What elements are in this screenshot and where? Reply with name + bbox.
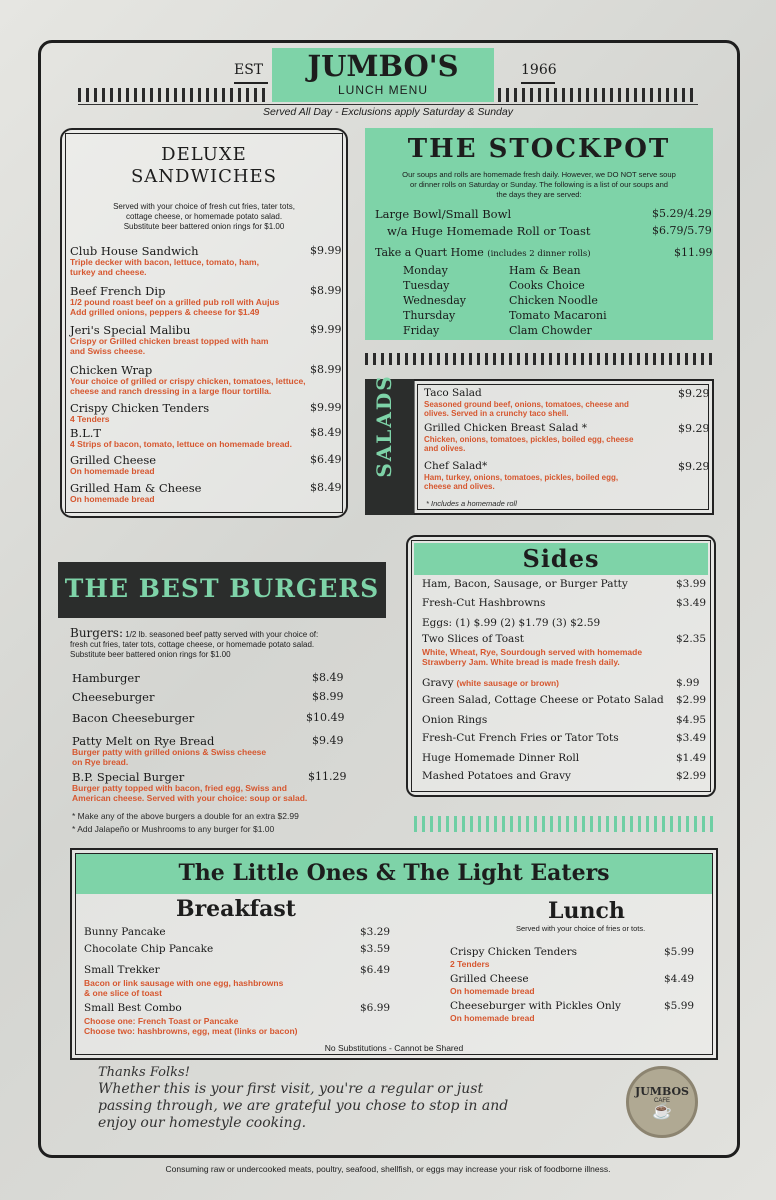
sandwich-desc: On homemade bread (70, 466, 155, 476)
side-name-text: Onion Rings (422, 714, 488, 726)
burger-name: Patty Melt on Rye Bread (72, 734, 215, 748)
lunch-name: Grilled Cheese (450, 973, 529, 985)
sandwich-desc: 4 Strips of bacon, tomato, lettuce on homemade bread. (70, 439, 292, 449)
stockpot-intro-2: or dinner rolls on Saturday or Sunday. The following is a list of our soups and (409, 180, 669, 189)
breakfast-name: Chocolate Chip Pancake (84, 943, 214, 955)
sandwich-desc: Crispy or Grilled chicken breast topped with ham (70, 336, 269, 346)
sandwich-price: $8.49 (310, 426, 342, 439)
side-name-text: Two Slices of Toast (422, 633, 524, 645)
breakfast-name: Small Best Combo (84, 1002, 182, 1014)
side-desc: White, Wheat, Rye, Sourdough served with homemade (422, 647, 643, 657)
little-ones-title: The Little Ones & The Light Eaters (178, 860, 610, 886)
lunch-price: $4.49 (664, 973, 695, 985)
header-hatch-right (498, 88, 698, 102)
side-name (422, 770, 571, 782)
burger-price: $9.49 (312, 734, 344, 747)
deluxe-intro-3: Substitute beer battered onion rings for $1.00 (123, 222, 285, 231)
sandwich-name: Jeri's Special Malibu (70, 323, 191, 337)
side-name-text: Mashed Potatoes and Gravy (422, 770, 571, 782)
stockpot-bowl: Large Bowl/Small Bowl (375, 207, 512, 221)
sandwich-price: $6.49 (310, 453, 342, 466)
burgers-intro-1: 1/2 lb. seasoned beef patty served with your choice of: (125, 630, 319, 639)
sandwich-name: Crispy Chicken Tenders (70, 401, 210, 415)
soup-day: Wednesday (403, 294, 467, 307)
burgers-lead: Burgers: (70, 626, 124, 640)
year-underline (521, 82, 555, 84)
breakfast-desc: Bacon or link sausage with one egg, hashbrowns (84, 978, 284, 988)
salad-desc: Seasoned ground beef, onions, tomatoes, cheese and (424, 400, 629, 409)
restaurant-title: JUMBO'S (307, 49, 459, 83)
side-desc: Strawberry Jam. White bread is made fresh daily. (422, 657, 620, 667)
sandwich-desc: turkey and cheese. (70, 267, 147, 277)
breakfast-price: $3.29 (360, 926, 391, 938)
salad-name: Grilled Chicken Breast Salad * (424, 422, 588, 434)
jumbos-cafe-seal (626, 1066, 698, 1138)
seal-name: JUMBOS (634, 1084, 689, 1098)
burgers-note-2: * Add Jalapeño or Mushrooms to any burger for $1.00 (72, 824, 275, 834)
salad-desc: Chicken, onions, tomatoes, pickles, boiled egg, cheese (424, 435, 634, 444)
side-price: $1.49 (676, 752, 707, 764)
salad-desc: and olives. (424, 444, 466, 453)
burgers-title: THE BEST BURGERS (64, 574, 380, 603)
burger-name: Cheeseburger (72, 690, 155, 704)
coffee-cup-icon: ☕ (652, 1102, 672, 1120)
burger-price: $8.99 (312, 690, 344, 703)
breakfast-price: $3.59 (360, 943, 391, 955)
salad-desc: olives. Served in a crunchy taco shell. (424, 409, 569, 418)
stockpot-roll: w/a Huge Homemade Roll or Toast (387, 224, 591, 238)
soup-name: Tomato Macaroni (509, 309, 607, 322)
salads-note: * Includes a homemade roll (426, 499, 517, 508)
lunch-title: Lunch (548, 898, 625, 924)
side-name-text: Huge Homemade Dinner Roll (422, 752, 580, 764)
year-label: 1966 (521, 62, 557, 78)
little-ones-title-bar (76, 854, 712, 894)
sandwich-desc: Your choice of grilled or crispy chicken, tomatoes, lettuce, (70, 376, 306, 386)
header-hatch-left (78, 88, 268, 102)
breakfast-name: Small Trekker (84, 964, 160, 976)
breakfast-title: Breakfast (176, 896, 296, 922)
burgers-intro (70, 628, 360, 660)
salad-price: $9.29 (678, 422, 710, 435)
deluxe-title-line1: DELUXE (161, 144, 247, 165)
lunch-desc: On homemade bread (450, 1013, 535, 1023)
soup-day: Monday (403, 264, 448, 277)
breakfast-name: Bunny Pancake (84, 926, 166, 938)
soup-name: Clam Chowder (509, 324, 592, 337)
lunch-note: Served with your choice of fries or tots. (516, 924, 646, 933)
stockpot-intro-1: Our soups and rolls are homemade fresh daily. However, we DO NOT serve soup (402, 170, 676, 179)
sandwich-price: $9.99 (310, 401, 342, 414)
breakfast-price: $6.99 (360, 1002, 391, 1014)
served-all-day: Served All Day - Exclusions apply Saturday & Sunday (263, 106, 513, 118)
header-rule (78, 104, 698, 105)
side-name (422, 752, 579, 764)
sandwich-name: Club House Sandwich (70, 244, 199, 258)
sandwich-name: Beef French Dip (70, 284, 166, 298)
sandwich-price: $9.99 (310, 244, 342, 257)
deluxe-intro-1: Served with your choice of fresh cut fries, tater tots, (113, 202, 295, 211)
stockpot-quart-note: (includes 2 dinner rolls) (487, 249, 591, 259)
deluxe-title (62, 144, 346, 188)
est-underline (234, 82, 268, 84)
salad-price: $9.29 (678, 460, 710, 473)
sides-box (406, 535, 716, 797)
side-price: $3.49 (676, 732, 707, 744)
breakfast-desc: & one slice of toast (84, 988, 162, 998)
sandwich-price: $9.99 (310, 323, 342, 336)
side-name (422, 617, 600, 629)
est-label: EST (234, 62, 264, 78)
salads-title: SALADS (372, 374, 396, 478)
sandwich-price: $8.99 (310, 363, 342, 376)
lunch-name: Cheeseburger with Pickles Only (450, 1000, 621, 1012)
sandwich-desc: On homemade bread (70, 494, 155, 504)
burger-desc: American cheese. Served with your choice: soup or salad. (72, 793, 308, 803)
salads-box (414, 379, 714, 515)
side-name-text: Green Salad, Cottage Cheese or Potato Salad (422, 694, 664, 706)
sandwich-name: Grilled Ham & Cheese (70, 481, 202, 495)
stockpot-bowl-price: $5.29/4.29 (652, 207, 712, 220)
side-price: $2.99 (676, 694, 707, 706)
burger-desc: Burger patty topped with bacon, fried egg, Swiss and (72, 783, 287, 793)
burger-price: $8.49 (312, 671, 344, 684)
salad-name: Chef Salad* (424, 460, 488, 472)
burger-desc: Burger patty with grilled onions & Swiss cheese (72, 747, 267, 757)
thanks-line-1: Thanks Folks! (98, 1065, 190, 1080)
salads-label-bar (365, 374, 415, 515)
stockpot-roll-price: $6.79/5.79 (652, 224, 712, 237)
side-name (422, 677, 559, 689)
no-substitutions: No Substitutions - Cannot be Shared (324, 1043, 464, 1053)
breakfast-desc: Choose two: hashbrowns, egg, meat (links or bacon) (84, 1026, 298, 1036)
sandwich-price: $8.99 (310, 284, 342, 297)
deluxe-sandwiches-box (60, 128, 348, 518)
soup-name: Ham & Bean (509, 264, 581, 277)
sandwich-price: $8.49 (310, 481, 342, 494)
header-title-box (272, 48, 494, 102)
disclaimer: Consuming raw or undercooked meats, poultry, seafood, shellfish, or eggs may increase your risk of foodborne illness. (165, 1164, 611, 1174)
stockpot-intro-3: the days they are served: (496, 190, 582, 199)
side-price: $2.35 (676, 633, 707, 645)
thanks-line-2: Whether this is your first visit, you're a regular or just (98, 1081, 484, 1097)
sandwich-name: B.L.T (70, 426, 102, 440)
side-note: (white sausage or brown) (456, 678, 560, 688)
side-name-text: Fresh-Cut French Fries or Tator Tots (422, 732, 619, 744)
side-price: $3.49 (676, 597, 707, 609)
stockpot-box (365, 128, 713, 340)
stockpot-quart (375, 246, 591, 259)
side-name-text: Gravy (422, 677, 454, 689)
soup-name: Cooks Choice (509, 279, 585, 292)
soup-day: Friday (403, 324, 440, 337)
burgers-title-bar (58, 562, 386, 618)
sandwich-desc: Triple decker with bacon, lettuce, tomato, ham, (70, 257, 259, 267)
side-name (422, 714, 487, 726)
soup-day: Tuesday (403, 279, 450, 292)
side-name (422, 694, 664, 706)
lunch-desc: On homemade bread (450, 986, 535, 996)
burger-price: $11.29 (308, 770, 347, 783)
side-name (422, 633, 524, 645)
stockpot-title: THE STOCKPOT (407, 134, 671, 164)
lunch-name: Crispy Chicken Tenders (450, 946, 578, 958)
side-price: $4.95 (676, 714, 707, 726)
sandwich-desc: cheese and ranch dressing in a large flour tortilla. (70, 386, 272, 396)
sandwich-desc: and Swiss cheese. (70, 346, 146, 356)
breakfast-desc: Choose one: French Toast or Pancake (84, 1016, 239, 1026)
menu-subtitle: LUNCH MENU (337, 83, 428, 97)
salad-desc: Ham, turkey, onions, tomatoes, pickles, boiled egg, (424, 473, 619, 482)
sandwich-desc: Add grilled onions, peppers & cheese for $1.49 (70, 307, 260, 317)
little-ones-box (70, 848, 718, 1060)
sandwich-name: Chicken Wrap (70, 363, 153, 377)
soup-day: Thursday (403, 309, 456, 322)
burger-name: Bacon Cheeseburger (72, 711, 195, 725)
side-name (422, 578, 628, 590)
seal-sub: CAFE (653, 1097, 670, 1104)
deluxe-intro-2: cottage cheese, or homemade potato salad. (125, 212, 283, 221)
burger-desc: on Rye bread. (72, 757, 129, 767)
burgers-intro-3: Substitute beer battered onion rings for $1.00 (70, 650, 231, 659)
thanks-line-4: enjoy our homestyle cooking. (98, 1115, 307, 1131)
side-name (422, 732, 619, 744)
lunch-desc: 2 Tenders (450, 959, 490, 969)
burgers-note-1: * Make any of the above burgers a double for an extra $2.99 (72, 811, 299, 821)
sandwich-desc: 1/2 pound roast beef on a grilled pub roll with Aujus (70, 297, 280, 307)
deluxe-title-line2: SANDWICHES (130, 166, 278, 187)
burger-name: Hamburger (72, 671, 140, 685)
thanks-note (98, 1064, 618, 1132)
salad-desc: cheese and olives. (424, 482, 495, 491)
stockpot-quart-price: $11.99 (674, 246, 713, 259)
stockpot-intro (365, 170, 713, 200)
side-name-text: Ham, Bacon, Sausage, or Burger Patty (422, 578, 628, 590)
side-price: $3.99 (676, 578, 707, 590)
side-name (422, 597, 545, 609)
stockpot-divider-hatch (365, 353, 713, 365)
burger-name: B.P. Special Burger (72, 770, 185, 784)
burger-price: $10.49 (306, 711, 345, 724)
sides-divider-hatch (414, 816, 714, 832)
sandwich-desc: 4 Tenders (70, 414, 110, 424)
sides-title: Sides (522, 544, 600, 573)
salad-name: Taco Salad (424, 387, 482, 399)
lunch-price: $5.99 (664, 946, 695, 958)
burgers-intro-2: fresh cut fries, tater tots, cottage cheese, or homemade potato salad. (70, 640, 315, 649)
sandwich-name: Grilled Cheese (70, 453, 157, 467)
side-name-text: Eggs: (1) $.99 (2) $1.79 (3) $2.59 (422, 617, 601, 629)
side-price: $.99 (676, 677, 700, 689)
soup-name: Chicken Noodle (509, 294, 598, 307)
salad-price: $9.29 (678, 387, 710, 400)
breakfast-price: $6.49 (360, 964, 391, 976)
deluxe-intro (62, 202, 346, 232)
lunch-price: $5.99 (664, 1000, 695, 1012)
side-name-text: Fresh-Cut Hashbrowns (422, 597, 546, 609)
side-price: $2.99 (676, 770, 707, 782)
sides-title-bar (414, 543, 708, 575)
stockpot-quart-label: Take a Quart Home (375, 246, 484, 259)
thanks-line-3: passing through, we are grateful you chose to stop in and (98, 1098, 509, 1114)
